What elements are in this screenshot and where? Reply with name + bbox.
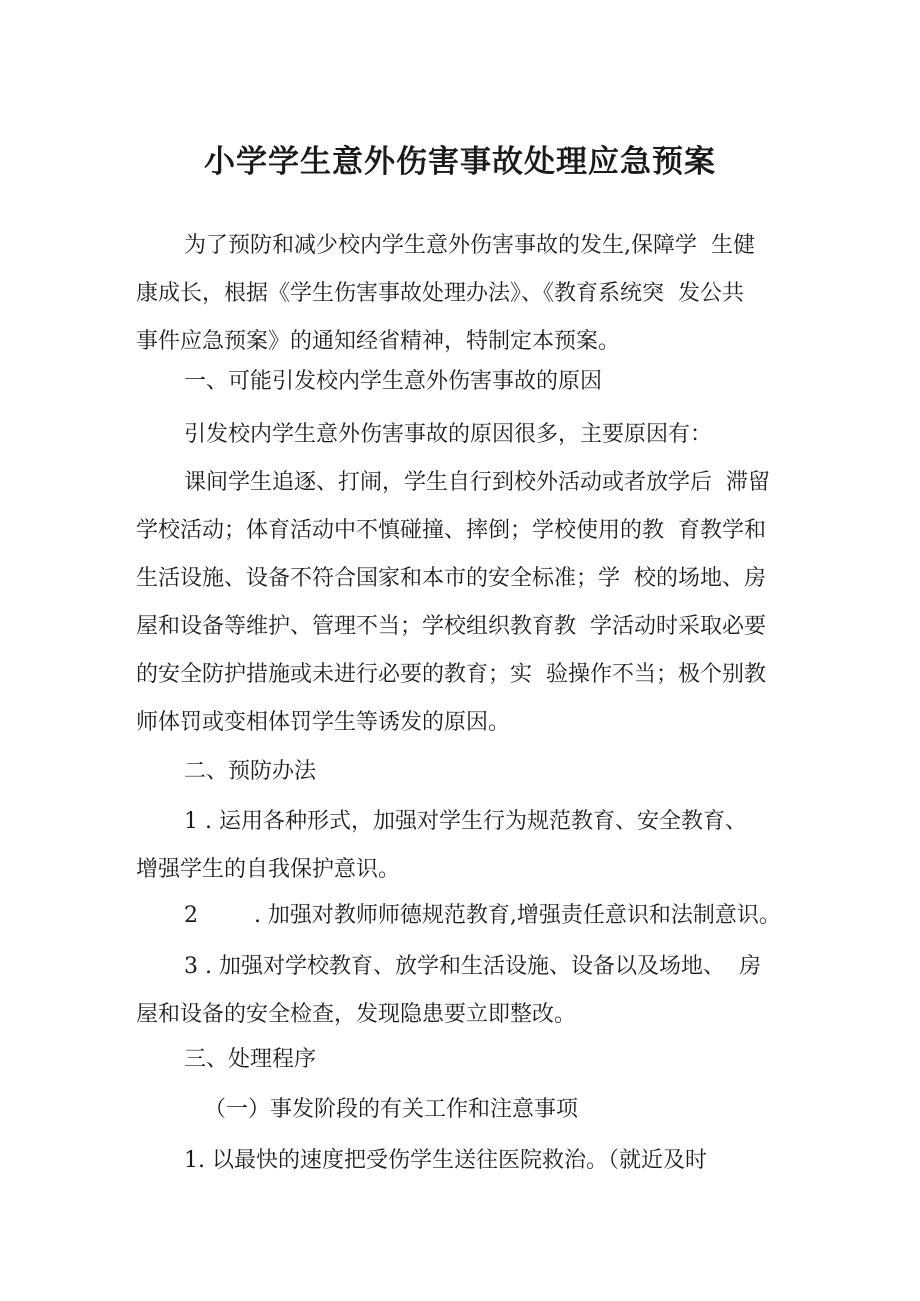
document-title: 小学学生意外伤害事故处理应急预案 <box>204 144 716 180</box>
section-heading-causes: 一、可能引发校内学生意外伤害事故的原因 <box>184 369 603 394</box>
text-line: 屋和设备等维护、管理不当；学校组织教育教 学活动时采取必要 <box>136 614 766 639</box>
text-line: 为了预防和减少校内学生意外伤害事故的发生,保障学 生健 <box>184 233 755 258</box>
text-line: 引发校内学生意外伤害事故的原因很多，主要原因有： <box>184 422 713 447</box>
text-line: 1 . 运用各种形式，加强对学生行为规范教育、安全教育、 <box>184 809 747 834</box>
prevention-item-3 <box>136 943 792 1039</box>
text-line: 学校活动；体育活动中不慎碰撞、摔倒；学校使用的教 育教学和 <box>136 518 766 543</box>
text-line: 2 . 加强对教师师德规范教育,增强责任意识和法制意识。 <box>184 903 781 928</box>
prevention-item-1 <box>136 798 792 894</box>
text-line: 康成长，根据《学生伤害事故处理办法》、《教育系统突 发公共 <box>136 281 744 306</box>
causes-lead-paragraph <box>136 411 792 459</box>
text-line: 1. 以最快的速度把受伤学生送往医院救治。（就近及时 <box>184 1148 707 1173</box>
intro-paragraph <box>136 222 792 366</box>
text-line: 3 . 加强对学校教育、放学和生活设施、设备以及场地、 房 <box>184 954 761 979</box>
text-line: 生活设施、设备不符合国家和本市的安全标准；学 校的场地、房 <box>136 566 766 591</box>
prevention-item-2 <box>136 892 792 940</box>
text-line: 课间学生追逐、打闹，学生自行到校外活动或者放学后 滞留 <box>184 470 770 495</box>
section-heading-procedure: 三、处理程序 <box>184 1047 317 1072</box>
section-heading-prevention: 二、预防办法 <box>184 759 317 784</box>
text-line: 师体罚或变相体罚学生等诱发的原因。 <box>136 710 511 735</box>
text-line: 屋和设备的安全检查，发现隐患要立即整改。 <box>136 1002 577 1027</box>
procedure-item-1 <box>136 1137 792 1185</box>
causes-body-paragraph <box>136 459 792 747</box>
procedure-subheading <box>136 1086 792 1134</box>
text-line: 的安全防护措施或未进行必要的教育；实 验操作不当；极个别教 <box>136 662 766 687</box>
text-line: （一）事发阶段的有关工作和注意事项 <box>204 1097 579 1122</box>
text-line: 事件应急预案》的通知经省精神，特制定本预案。 <box>136 329 621 354</box>
text-line: 增强学生的自我保护意识。 <box>136 857 401 882</box>
